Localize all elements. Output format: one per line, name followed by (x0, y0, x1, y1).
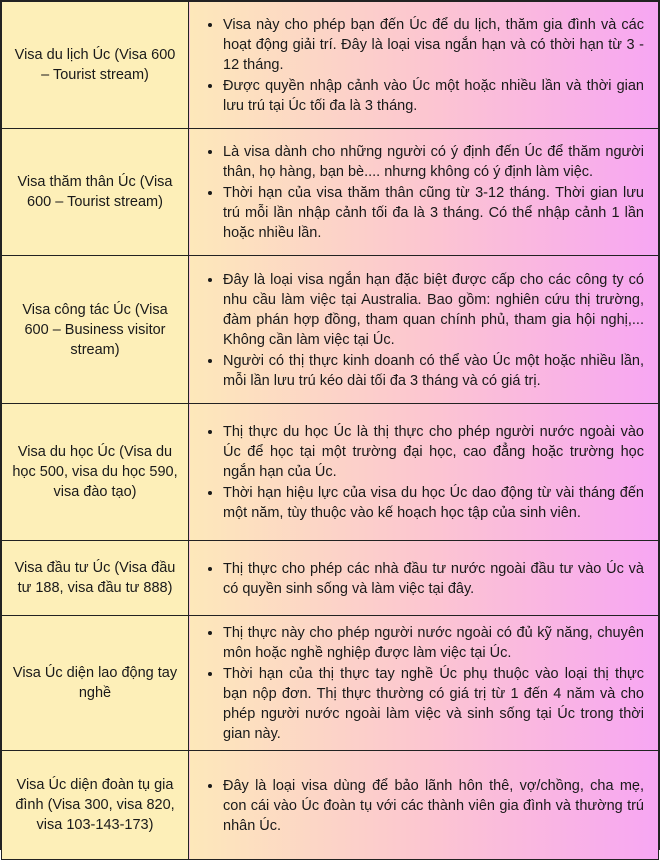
visa-bullet-item: • Thời hạn hiệu lực của visa du học Úc dao động từ vài tháng đến một năm, tùy thuộc vào kế hoạch học tập của sinh viên. (223, 482, 644, 523)
visa-row (2, 616, 659, 751)
visa-row (2, 2, 659, 129)
visa-row (2, 751, 659, 860)
visa-bullet-item: • Người có thị thực kinh doanh có thể vào Úc một hoặc nhiều lần, mỗi lần lưu trú kéo dài tối đa 3 tháng và có giá trị. (223, 350, 644, 391)
visa-description (189, 751, 659, 860)
visa-bullet-item: • Thời hạn của thị thực tay nghề Úc phụ thuộc vào loại thị thực bạn nộp đơn. Thị thực thường có giá trị từ 1 đến 4 năm và cho phép người nước ngoài làm việc và sinh sống tại Úc trong thời gian này. (223, 663, 644, 744)
visa-type-label: Visa du học Úc (Visa du học 500, visa du học 590, visa đào tạo) (2, 404, 189, 541)
visa-bullet-list (201, 14, 644, 116)
visa-row (2, 541, 659, 616)
visa-type-label: Visa Úc diện đoàn tụ gia đình (Visa 300, visa 820, visa 103-143-173) (2, 751, 189, 860)
visa-type-label: Visa đầu tư Úc (Visa đầu tư 188, visa đầu tư 888) (2, 541, 189, 616)
visa-bullet-item: • Thị thực du học Úc là thị thực cho phép người nước ngoài vào Úc để học tại một trường đại học, cao đẳng hoặc trường học ngắn hạn của Úc. (223, 421, 644, 482)
visa-description (189, 404, 659, 541)
visa-description (189, 2, 659, 129)
visa-type-label: Visa thăm thân Úc (Visa 600 – Tourist stream) (2, 129, 189, 256)
visa-bullet-list (201, 622, 644, 744)
visa-bullet-list (201, 558, 644, 599)
visa-bullet-item: • Thị thực này cho phép người nước ngoài có đủ kỹ năng, chuyên môn hoặc nghề nghiệp được làm việc tại Úc. (223, 622, 644, 663)
visa-bullet-item: • Thị thực cho phép các nhà đầu tư nước ngoài đầu tư vào Úc và có quyền sinh sống và làm việc tại đây. (223, 558, 644, 599)
visa-row (2, 404, 659, 541)
visa-row (2, 256, 659, 404)
visa-bullet-item: • Thời hạn của visa thăm thân cũng từ 3-12 tháng. Thời gian lưu trú mỗi lần nhập cảnh tối đa là 3 tháng. Có thể nhập cảnh 1 lần hoặc nhiều lần. (223, 182, 644, 243)
visa-bullet-list (201, 269, 644, 391)
visa-type-label: Visa công tác Úc (Visa 600 – Business visitor stream) (2, 256, 189, 404)
visa-types-table (1, 1, 659, 860)
visa-description (189, 129, 659, 256)
visa-bullet-item: • Là visa dành cho những người có ý định đến Úc để thăm người thân, họ hàng, bạn bè.... nhưng không có ý định làm việc. (223, 141, 644, 182)
visa-bullet-item: • Đây là loại visa ngắn hạn đặc biệt được cấp cho các công ty có nhu cầu làm việc tại Australia. Bao gồm: nghiên cứu thị trường, đàm phán hợp đồng, tham quan chính phủ, tham gia hội nghị,... Không cần làm việc tại Úc. (223, 269, 644, 350)
visa-bullet-list (201, 421, 644, 523)
visa-bullet-item: • Visa này cho phép bạn đến Úc để du lịch, thăm gia đình và các hoạt động giải trí. Đây là loại visa ngắn hạn và có thời hạn từ 3 - 12 tháng. (223, 14, 644, 75)
visa-type-label: Visa Úc diện lao động tay nghề (2, 616, 189, 751)
visa-row (2, 129, 659, 256)
visa-table-body (2, 2, 659, 860)
visa-description (189, 541, 659, 616)
visa-bullet-item: • Đây là loại visa dùng để bảo lãnh hôn thê, vợ/chồng, cha mẹ, con cái vào Úc đoàn tụ với các thành viên gia đình và thường trú nhân Úc. (223, 775, 644, 836)
visa-bullet-list (201, 775, 644, 836)
visa-bullet-item: • Được quyền nhập cảnh vào Úc một hoặc nhiều lần và thời gian lưu trú tại Úc tối đa là 3 tháng. (223, 75, 644, 116)
visa-type-label: Visa du lịch Úc (Visa 600 – Tourist stream) (2, 2, 189, 129)
visa-description (189, 616, 659, 751)
visa-bullet-list (201, 141, 644, 243)
visa-description (189, 256, 659, 404)
